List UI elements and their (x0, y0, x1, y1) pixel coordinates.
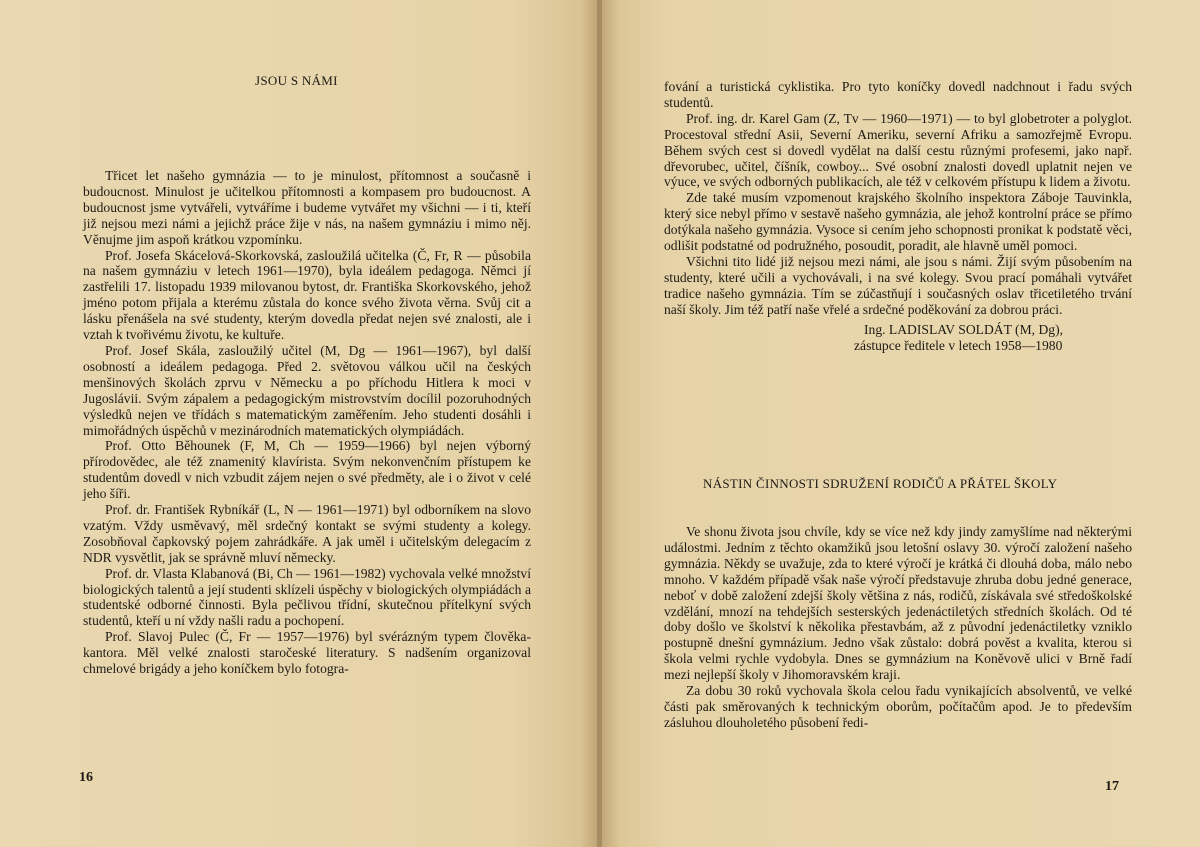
paragraph: Za dobu 30 roků vychovala škola celou řadu vynikajících absolventů, ve velké části pak směrovaných k technickým oborům, počítačům apod. Je to především zásluhou dlouholetého působení ředi- (664, 683, 1132, 730)
page-number: 17 (1105, 779, 1119, 794)
left-page (0, 0, 598, 847)
paragraph: Prof. Otto Běhounek (F, M, Ch — 1959—1966) byl nejen výborný přírodovědec, ale též znamenitý klavírista. Svým nekonvenčním přístupem ke studentům dovedl v nich vzbudit zájem nejen o své předměty, ale i o život v celé jeho šíři. (83, 438, 531, 502)
paragraph: Prof. Slavoj Pulec (Č, Fr — 1957—1976) byl svérázným typem člověka-kantora. Měl velké znalosti staročeské literatury. S nadšením organizoval chmelové brigády a jeho koníčkem bylo fotogra- (83, 629, 531, 677)
paragraph: Třicet let našeho gymnázia — to je minulost, přítomnost a současně i budoucnost. Minulost je učitelkou přítomnosti a kompasem pro budoucnost. A budoucnost jsme vytvářeli, vytváříme i budeme vytvářet my všichni — i ti, kteří již nejsou mezi námi a jejichž práce žije v nás, na našem gymnáziu i mimo něj. Věnujme jim aspoň krátkou vzpomínku. (83, 168, 531, 247)
signature-role: zástupce ředitele v letech 1958—1980 (854, 337, 1063, 353)
paragraph: Prof. Josef Skála, zasloužilý učitel (M, Dg — 1961—1967), byl další osobností a ideálem pedagoga. Před 2. světovou válkou učil na českých menšinových školách zprvu v Německu a po příchodu Hitlera k moci v Jugoslávii. Svým zápalem a pedagogickým mistrovstvím docílil pozoruhodných výsledků nejen ve třídách s matematickým zaměřením. Jeho studenti dosáhli i mimořádných úspěchů v mezinárodních matematických olympiádách. (83, 342, 531, 438)
paragraph: Prof. dr. František Rybníkář (L, N — 1961—1971) byl odborníkem na slovo vzatým. Vždy usměvavý, měl srdečný kontakt se svými studenty a kolegy. Zosobňoval čapkovský pojem zahrádkáře. A jak uměl i učitelským delegacím z NDR vysvětlit, jak se správně mluví německy. (83, 502, 531, 565)
paragraph: Prof. ing. dr. Karel Gam (Z, Tv — 1960—1971) — to byl globetroter a polyglot. Procestoval střední Asii, Severní Ameriku, severní Afriku a samozřejmě Evropu. Během svých cest si dovedl vydělat na další cestu různými profesemi, jako např. dřevorubec, učitel, číšník, cowboy... Své osobní znalosti dovedl uplatnit nejen ve výuce, ve svých odborných publikacích, ale též v celkovém přístupu k lidem a životu. (664, 110, 1132, 190)
section-heading: NÁSTIN ČINNOSTI SDRUŽENÍ RODIČŮ A PŘÁTEL ŠKOLY (703, 476, 1058, 491)
text-column-lower (664, 524, 1132, 731)
section-heading: JSOU S NÁMI (255, 73, 338, 88)
paragraph: Prof. Josefa Skácelová-Skorkovská, zasloužilá učitelka (Č, Fr, R — působila na našem gymnáziu v letech 1961—1970), byla ideálem pedagoga. Němci jí zastřelili 17. listopadu 1939 milovanou bytost, dr. Františka Skorkovského, jehož jméno potom přijala a kterému zůstala do konce svého života věrna. Svůj cit a lásku přenášela na své studenty, kterým dovedla předat nejen své znalosti, ale i vztah k tvořivému životu, ke kultuře. (83, 247, 531, 343)
right-page (602, 0, 1200, 847)
paragraph: Ve shonu života jsou chvíle, kdy se více než kdy jindy zamyšlíme nad některými událostmi. Jedním z těchto okamžiků jsou letošní oslavy 30. výročí založení našeho gymnázia. Někdy se uvažuje, zda to které výročí je krátká či dlouhá doba, málo nebo mnoho. V každém případě však naše výročí představuje zhruba dobu jedné generace, neboť v době založení zdejší školy většina z nás, rodičů, získávala své středoškolské vzdělání, mnozí na tehdejších sesterských jedenáctiletých středních školách. Od té doby došlo ve školství k několika přestavbám, až z původní jedenáctiletky vzniklo postupně dnešní gymnázium. Jedno však zůstalo: dobrá pověst a kvalita, kterou si škola velmi rychle vydobyla. Dnes se gymnázium na Koněvově ulici v Brně řadí mezi nejlepší školy v Jihomoravském kraji. (664, 524, 1132, 683)
text-column (83, 168, 531, 677)
paragraph: Prof. dr. Vlasta Klabanová (Bi, Ch — 1961—1982) vychovala velké množství biologických talentů a její studenti sklízeli úspěchy v biologických olympiádách a studentské odborné činnosti. Byla pečlivou třídní, skutečnou přítelkyní svých studentů, kteří u ní vždy našli radu a pochopení. (83, 565, 531, 629)
paragraph: Všichni tito lidé již nejsou mezi námi, ale jsou s námi. Žijí svým působením na studenty, které učili a vychovávali, i na své kolegy. Svou prací pomáhali vytvářet tradice našeho gymnázia. Tím se zúčastňují i současných oslav třicetiletého trvání naší školy. Jim též patří naše vřelé a srdečné poděkování za dobrou práci. (664, 253, 1132, 317)
page-number: 16 (79, 770, 93, 785)
text-column (664, 79, 1132, 353)
signature-name: Ing. LADISLAV SOLDÁT (M, Dg), (864, 321, 1064, 337)
paragraph-continuation: fování a turistická cyklistika. Pro tyto koníčky dovedl nadchnout i řadu svých studentů. (664, 79, 1132, 110)
paragraph: Zde také musím vzpomenout krajského školního inspektora Záboje Tauvinkla, který sice nebyl přímo v sestavě našeho gymnázia, ale jehož kontrolní práce se přímo dotýkala našeho gymnázia. Vysoce si cením jeho schopnosti pronikat k podstatě věci, odlišit podstatné od podružného, posoudit, poradit, ale hlavně uměl pomoci. (664, 190, 1132, 254)
